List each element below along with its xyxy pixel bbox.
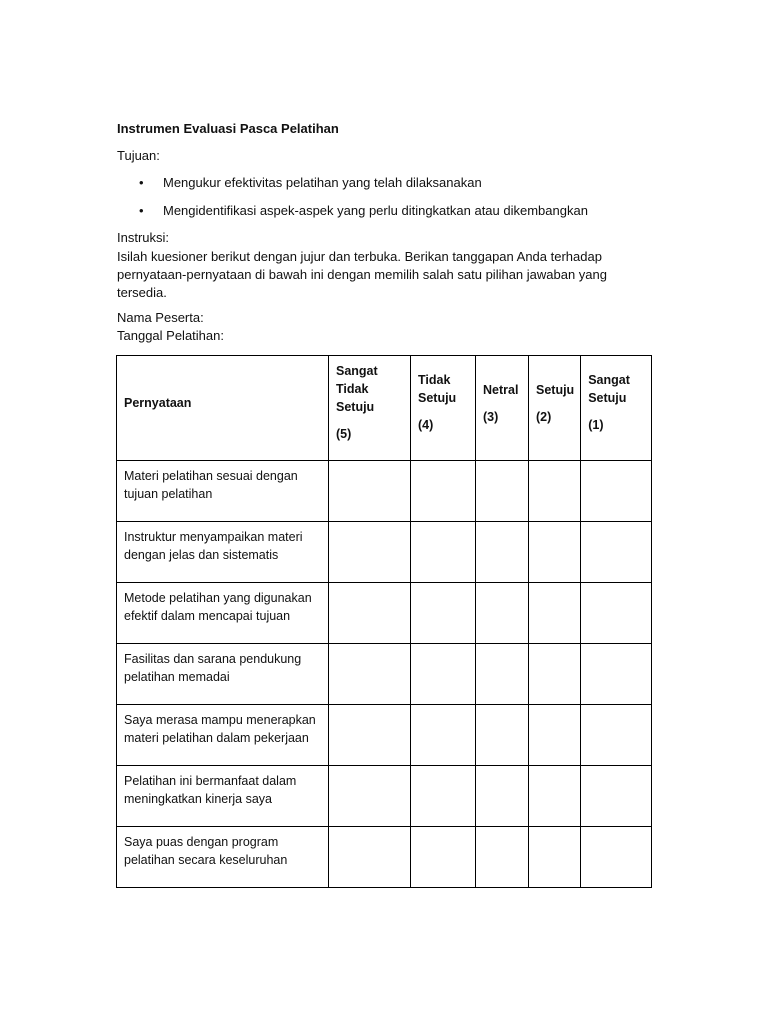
statement-cell: Instruktur menyampaikan materi dengan jelas dan sistematis — [117, 522, 329, 583]
rating-cell[interactable] — [476, 827, 529, 888]
rating-cell[interactable] — [329, 644, 411, 705]
column-score: (3) — [483, 410, 499, 424]
rating-cell[interactable] — [329, 827, 411, 888]
tujuan-item-text: Mengukur efektivitas pelatihan yang telah dilaksanakan — [163, 175, 482, 190]
rating-cell[interactable] — [529, 522, 581, 583]
rating-cell[interactable] — [529, 766, 581, 827]
rating-cell[interactable] — [411, 827, 476, 888]
rating-cell[interactable] — [581, 583, 652, 644]
column-label: Setuju — [536, 383, 575, 397]
table-row — [117, 522, 652, 583]
rating-cell[interactable] — [476, 705, 529, 766]
statement-cell: Pelatihan ini bermanfaat dalam meningkatkan kinerja saya — [117, 766, 329, 827]
table-header-row — [117, 356, 652, 461]
tujuan-label: Tujuan: — [117, 148, 160, 163]
evaluation-table — [116, 355, 652, 888]
rating-cell[interactable] — [529, 644, 581, 705]
table-row — [117, 766, 652, 827]
list-item — [117, 174, 588, 202]
rating-cell[interactable] — [329, 705, 411, 766]
tujuan-item-text: Mengidentifikasi aspek-aspek yang perlu ditingkatkan atau dikembangkan — [163, 203, 588, 218]
rating-cell[interactable] — [581, 766, 652, 827]
rating-cell[interactable] — [476, 766, 529, 827]
rating-cell[interactable] — [329, 522, 411, 583]
statement-cell: Saya merasa mampu menerapkan materi pelatihan dalam pekerjaan — [117, 705, 329, 766]
rating-cell[interactable] — [329, 766, 411, 827]
rating-cell[interactable] — [476, 583, 529, 644]
tujuan-list — [117, 174, 588, 230]
instruksi-label: Instruksi: — [117, 230, 170, 245]
rating-cell[interactable] — [329, 583, 411, 644]
document-title: Instrumen Evaluasi Pasca Pelatihan — [117, 121, 339, 136]
table-row — [117, 827, 652, 888]
statement-cell: Saya puas dengan program pelatihan secara keseluruhan — [117, 827, 329, 888]
column-label: Tidak Setuju — [418, 373, 457, 405]
column-score: (4) — [418, 418, 434, 432]
column-label: Sangat Setuju — [588, 373, 630, 405]
rating-cell[interactable] — [411, 583, 476, 644]
column-header — [329, 356, 411, 461]
rating-cell[interactable] — [329, 461, 411, 522]
rating-cell[interactable] — [411, 705, 476, 766]
statement-cell: Fasilitas dan sarana pendukung pelatihan memadai — [117, 644, 329, 705]
rating-cell[interactable] — [411, 522, 476, 583]
rating-cell[interactable] — [476, 644, 529, 705]
rating-cell[interactable] — [581, 461, 652, 522]
list-item — [117, 202, 588, 230]
rating-cell[interactable] — [411, 644, 476, 705]
table-row — [117, 461, 652, 522]
rating-cell[interactable] — [411, 461, 476, 522]
rating-cell[interactable] — [581, 522, 652, 583]
instruksi-text: Isilah kuesioner berikut dengan jujur dan terbuka. Berikan tanggapan Anda terhadap pernyataan-pernyataan di bawah ini dengan memilih salah satu pilihan jawaban yang tersedia. — [117, 249, 607, 300]
rating-cell[interactable] — [529, 827, 581, 888]
bullet-icon: • — [139, 175, 144, 190]
column-score: (1) — [588, 418, 604, 432]
rating-cell[interactable] — [529, 705, 581, 766]
column-header — [581, 356, 652, 461]
tanggal-pelatihan-label: Tanggal Pelatihan: — [117, 328, 224, 343]
rating-cell[interactable] — [581, 827, 652, 888]
statement-cell: Metode pelatihan yang digunakan efektif dalam mencapai tujuan — [117, 583, 329, 644]
rating-cell[interactable] — [581, 644, 652, 705]
rating-cell[interactable] — [411, 766, 476, 827]
column-score: (2) — [536, 410, 552, 424]
statement-cell: Materi pelatihan sesuai dengan tujuan pelatihan — [117, 461, 329, 522]
column-header — [529, 356, 581, 461]
table-row — [117, 644, 652, 705]
column-label: Netral — [483, 383, 519, 397]
table-row — [117, 583, 652, 644]
rating-cell[interactable] — [529, 583, 581, 644]
rating-cell[interactable] — [476, 522, 529, 583]
bullet-icon: • — [139, 203, 144, 218]
statement-header: Pernyataan — [117, 356, 329, 461]
rating-cell[interactable] — [581, 705, 652, 766]
column-header — [411, 356, 476, 461]
column-score: (5) — [336, 427, 352, 441]
nama-peserta-label: Nama Peserta: — [117, 310, 204, 325]
table-row — [117, 705, 652, 766]
rating-cell[interactable] — [476, 461, 529, 522]
column-label: Sangat Tidak Setuju — [336, 364, 378, 414]
rating-cell[interactable] — [529, 461, 581, 522]
column-header — [476, 356, 529, 461]
